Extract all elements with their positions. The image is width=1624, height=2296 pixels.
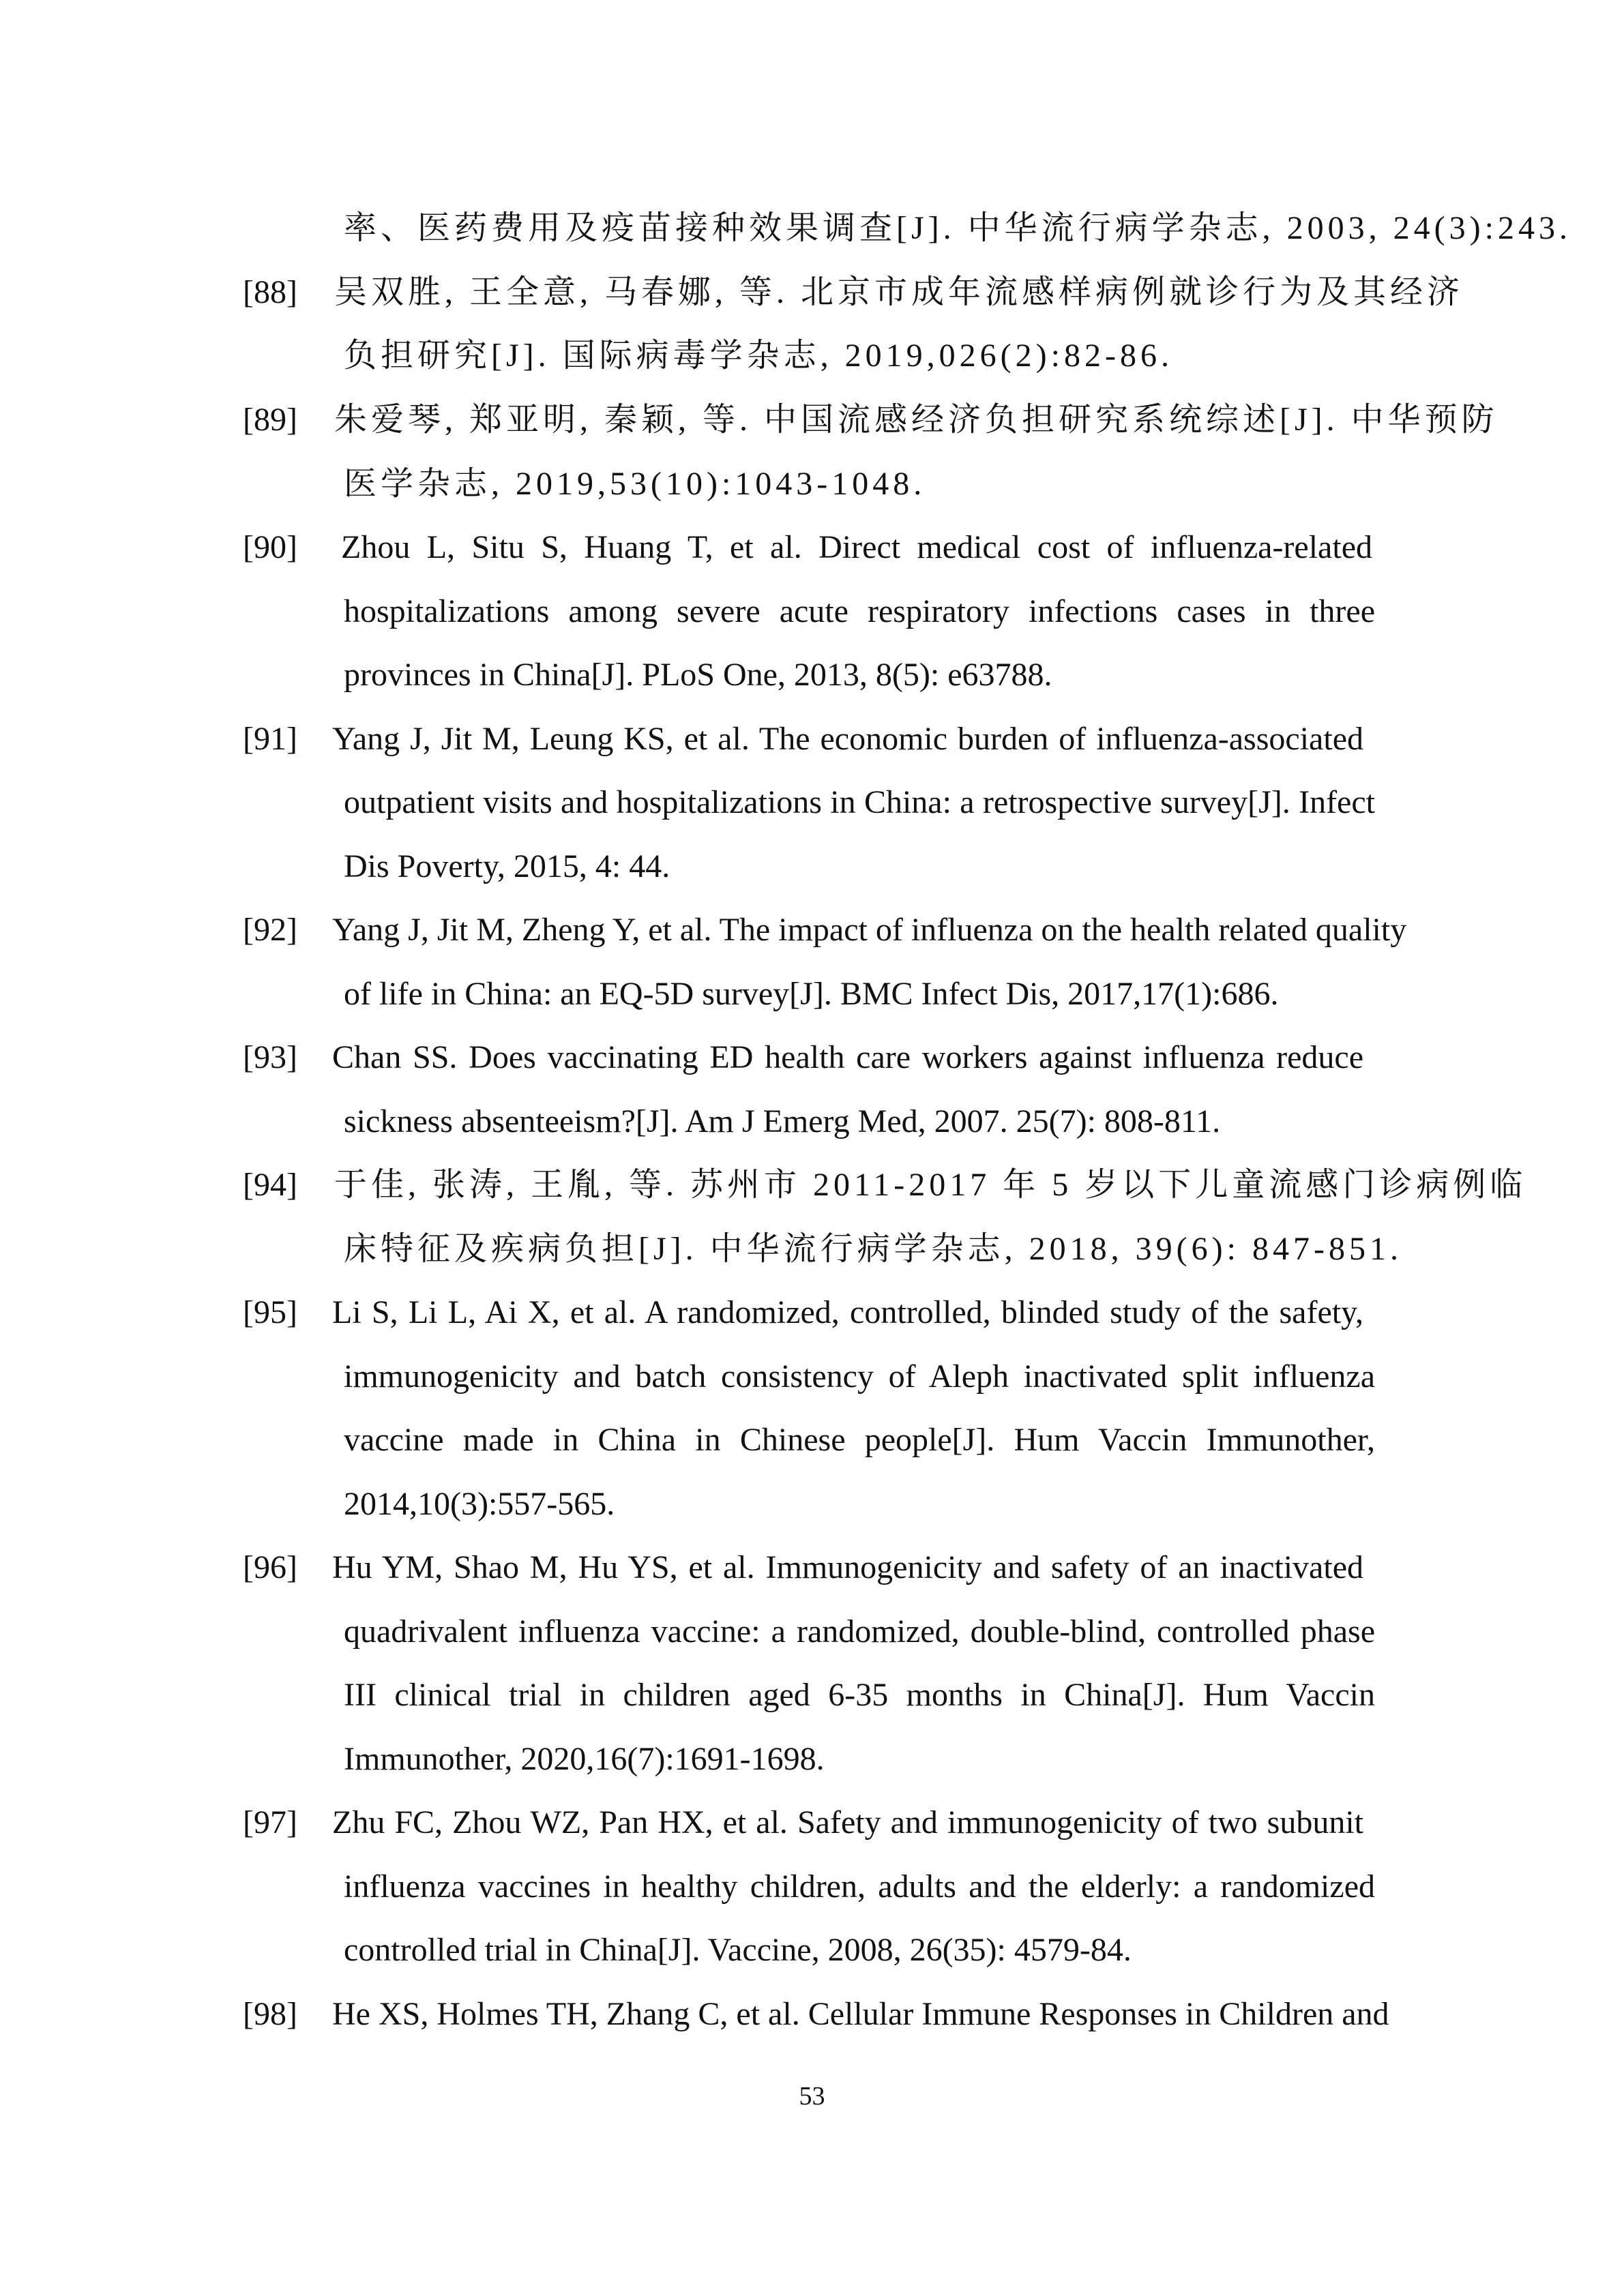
reference-text-line: Immunother, 2020,16(7):1691-1698. xyxy=(344,1741,825,1777)
reference-number: [88] xyxy=(243,274,297,310)
reference-text-line: immunogenicity and batch consistency of Aleph inactivated split influenza xyxy=(344,1358,1375,1395)
reference-number: [91] xyxy=(243,721,297,757)
reference-text-line: Yang J, Jit M, Zheng Y, et al. The impact of influenza on the health related quality xyxy=(332,912,1407,948)
reference-text-line: Li S, Li L, Ai X, et al. A randomized, controlled, blinded study of the safety, xyxy=(332,1294,1363,1330)
reference-text-line: vaccine made in China in Chinese people[J]. Hum Vaccin Immunother, xyxy=(344,1422,1375,1458)
reference-text-line: Zhu FC, Zhou WZ, Pan HX, et al. Safety and immunogenicity of two subunit xyxy=(332,1804,1363,1840)
reference-text-line: 2014,10(3):557-565. xyxy=(344,1486,615,1522)
reference-text-line: controlled trial in China[J]. Vaccine, 2008, 26(35): 4579-84. xyxy=(344,1932,1132,1968)
reference-text-line: outpatient visits and hospitalizations in China: a retrospective survey[J]. Infect xyxy=(344,784,1375,820)
reference-number: [92] xyxy=(243,912,297,948)
reference-text-line: sickness absenteeism?[J]. Am J Emerg Med, 2007. 25(7): 808-811. xyxy=(344,1103,1221,1139)
reference-text-line: influenza vaccines in healthy children, adults and the elderly: a randomized xyxy=(344,1868,1375,1905)
reference-text-line: quadrivalent influenza vaccine: a randomized, double-blind, controlled phase xyxy=(344,1613,1375,1650)
reference-number: [97] xyxy=(243,1804,297,1840)
reference-text-line: 吴双胜, 王全意, 马春娜, 等. 北京市成年流感样病例就诊行为及其经济 xyxy=(334,274,1464,310)
reference-text-line: hospitalizations among severe acute respiratory infections cases in three xyxy=(344,593,1375,629)
reference-number: [95] xyxy=(243,1294,297,1330)
reference-text-line: 于佳, 张涛, 王胤, 等. 苏州市 2011-2017 年 5 岁以下儿童流感门诊病例临 xyxy=(334,1167,1527,1203)
reference-text-line: 率、医药费用及疫苗接种效果调查[J]. 中华流行病学杂志, 2003, 24(3):243. xyxy=(344,210,1571,246)
reference-text-line: Zhou L, Situ S, Huang T, et al. Direct medical cost of influenza-related xyxy=(341,529,1372,565)
reference-number: [96] xyxy=(243,1549,297,1585)
reference-text-line: 医学杂志, 2019,53(10):1043-1048. xyxy=(344,466,926,502)
reference-text-line: Hu YM, Shao M, Hu YS, et al. Immunogenicity and safety of an inactivated xyxy=(332,1549,1363,1585)
reference-text-line: Yang J, Jit M, Leung KS, et al. The economic burden of influenza-associated xyxy=(332,721,1363,757)
reference-number: [90] xyxy=(243,529,297,565)
reference-number: [93] xyxy=(243,1039,297,1075)
reference-text-line: Chan SS. Does vaccinating ED health care workers against influenza reduce xyxy=(332,1039,1363,1075)
reference-text-line: of life in China: an EQ-5D survey[J]. BMC Infect Dis, 2017,17(1):686. xyxy=(344,976,1279,1012)
reference-number: [94] xyxy=(243,1167,297,1203)
reference-text-line: III clinical trial in children aged 6-35 months in China[J]. Hum Vaccin xyxy=(344,1677,1375,1713)
reference-text-line: 负担研究[J]. 国际病毒学杂志, 2019,026(2):82-86. xyxy=(344,338,1173,374)
reference-text-line: 朱爱琴, 郑亚明, 秦颖, 等. 中国流感经济负担研究系统综述[J]. 中华预防 xyxy=(334,402,1498,438)
reference-text-line: 床特征及疾病负担[J]. 中华流行病学杂志, 2018, 39(6): 847-851. xyxy=(344,1231,1402,1267)
reference-number: [89] xyxy=(243,402,297,438)
reference-text-line: Dis Poverty, 2015, 4: 44. xyxy=(344,848,670,884)
reference-text-line: provinces in China[J]. PLoS One, 2013, 8(5): e63788. xyxy=(344,657,1052,693)
reference-text-line: He XS, Holmes TH, Zhang C, et al. Cellular Immune Responses in Children and xyxy=(332,1996,1389,2032)
page-number: 53 xyxy=(799,2082,825,2111)
reference-number: [98] xyxy=(243,1996,297,2032)
